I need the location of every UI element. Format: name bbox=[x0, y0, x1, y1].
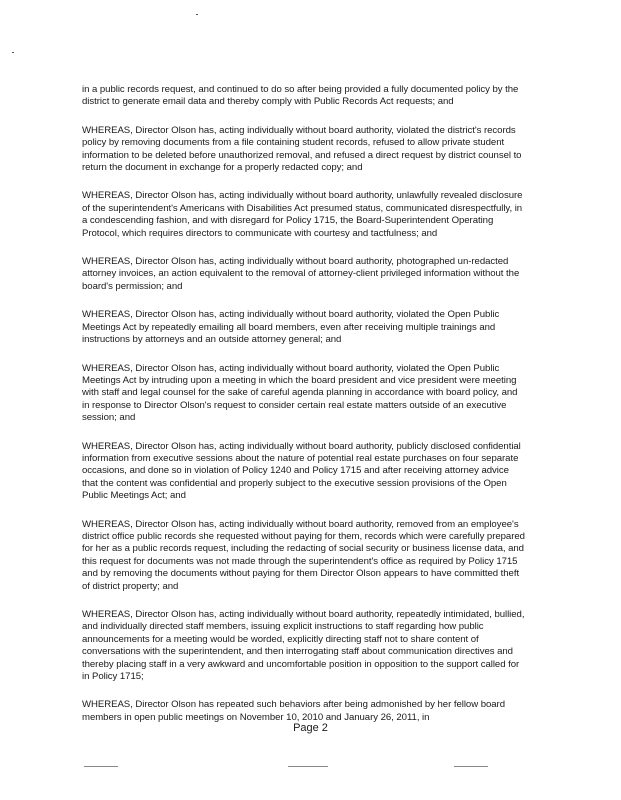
document-body bbox=[82, 84, 527, 724]
scan-speck bbox=[12, 52, 14, 53]
paragraph: WHEREAS, Director Olson has, acting individually without board authority, unlawfully revealed disclosure of the superintendent's Americans with Disabilities Act presumed status, communicated disrespectfully, in a condescending fashion, and with disregard for Policy 1715, the Board-Superintendent Operating Protocol, which requires directors to communicate with courtesy and tactfulness; and bbox=[82, 190, 523, 239]
footer-mark-left bbox=[84, 766, 118, 767]
paragraph: WHEREAS, Director Olson has, acting individually without board authority, publicly disclosed confidential information from executive sessions about the nature of potential real estate purchases on four separate occasions, and done so in violation of Policy 1240 and Policy 1715 and after receiving attorney advice that the content was confidential and properly subject to the executive session provisions of the Open Public Meetings Act; and bbox=[82, 440, 521, 502]
paragraph: WHEREAS, Director Olson has, acting individually without board authority, violated the Open Public Meetings Act by intruding upon a meeting in which the board president and vice president were meeting with staff and legal counsel for the sake of careful agenda planning in accordance with board policy, and in response to Director Olson's request to consider certain real estate matters outside of an executive session; and bbox=[82, 362, 518, 424]
scan-speck bbox=[196, 14, 198, 15]
footer-mark-right bbox=[454, 766, 488, 767]
page-number: Page 2 bbox=[293, 722, 328, 734]
paragraph: WHEREAS, Director Olson has, acting individually without board authority, repeatedly intimidated, bullied, and individually directed staff members, issuing explicit instructions to staff regarding how public announcements for a meeting would be worded, explicitly directing staff not to share content of conversations with the superintendent, and then interrogating staff about communication directives and thereby placing staff in a very awkward and uncomfortable position in opposition to the support called for in Policy 1715; bbox=[82, 609, 525, 683]
paragraph: WHEREAS, Director Olson has, acting individually without board authority, violated the Open Public Meetings Act by repeatedly emailing all board members, even after receiving multiple trainings and instructions by attorneys and an outside attorney general; and bbox=[82, 309, 500, 346]
paragraph: WHEREAS, Director Olson has repeated such behaviors after being admonished by her fellow board members in open public meetings on November 10, 2010 and January 26, 2011, in bbox=[82, 699, 505, 723]
paragraph: in a public records request, and continued to do so after being provided a fully documented policy by the district to generate email data and thereby comply with Public Records Act requests; and bbox=[82, 84, 519, 108]
paragraph: WHEREAS, Director Olson has, acting individually without board authority, violated the district's records policy by removing documents from a file containing student records, refused to allow private student information to be deleted before unauthorized removal, and refused a direct request by district counsel to return the document in exchange for a properly redacted copy; and bbox=[82, 124, 522, 174]
footer-mark-center bbox=[288, 766, 328, 767]
paragraph: WHEREAS, Director Olson has, acting individually without board authority, photographed un-redacted attorney invoices, an action equivalent to the removal of attorney-client privileged information without the board's permission; and bbox=[82, 256, 520, 292]
paragraph: WHEREAS, Director Olson has, acting individually without board authority, removed from an employee's district office public records she requested without paying for them, records which were carefully prepared for her as a public records request, including the redacting of social security or business license data, and this request for documents was not made through the superintendent's office as required by Policy 1715 and by removing the documents without paying for them Director Olson appears to have committed theft of district property; and bbox=[82, 518, 525, 592]
